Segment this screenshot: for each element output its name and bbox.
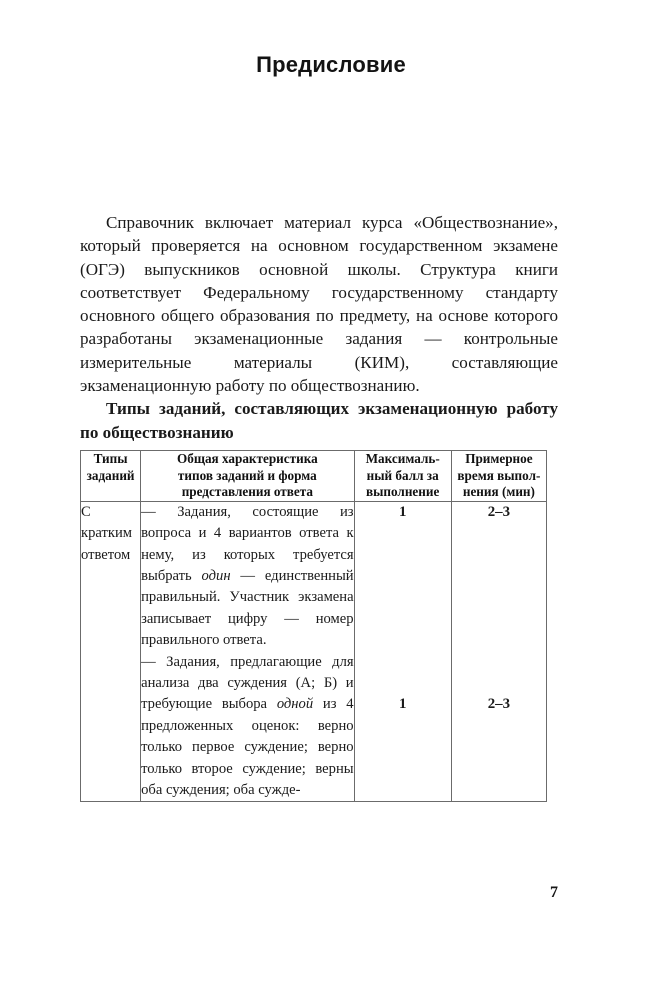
time-value: 2–3 (487, 696, 511, 713)
table-row (81, 501, 547, 802)
cell-time (451, 501, 546, 802)
task-types-table-wrapper (80, 450, 547, 802)
cell-max-score (354, 501, 451, 802)
max-score-value: 1 (398, 503, 407, 520)
header-line: ный балл за (366, 467, 439, 483)
header-line: представления ответа (181, 484, 313, 500)
column-header-description (141, 451, 354, 502)
intro-subheading: Типы заданий, составляющих экзаменационную работу по обществознанию (80, 399, 558, 442)
header-line: выполнение (366, 484, 440, 500)
column-header-time (451, 451, 546, 502)
description-text: — Задания, предлагающие для анализа два суждения (А; Б) и требующие выбора (141, 653, 354, 713)
time-value: 2–3 (487, 503, 511, 520)
description-text: — единственный правильный. Участник экзамена записывает цифру — номер правильного ответа. (141, 568, 354, 649)
intro-paragraph: Справочник включает материал курса «Обществознание», который проверяется на основном государственном экзамене (ОГЭ) выпускников основной школы. Структура книги соответствует Федеральному государственному стандарту основного общего образования по предмету, на основе которого разработаны экзаменационные задания — контрольные измерительные материалы (КИМ), составляющие экзаменационную работу по обществознанию. (80, 213, 558, 396)
max-score-value: 1 (398, 696, 407, 713)
table-header-row (81, 451, 547, 502)
header-line: заданий (86, 467, 135, 483)
header-line: Общая характеристика (176, 451, 318, 466)
page-number: 7 (550, 884, 558, 901)
description-text: — Задания, состоящие из вопроса и 4 вариантов ответа к нему, из которых требуется выбрать (141, 503, 354, 584)
header-line: типов заданий и форма (177, 467, 317, 483)
description-emphasis: один (201, 568, 231, 584)
description-paragraph (141, 502, 353, 652)
header-line: Типы (93, 451, 128, 466)
description-emphasis: одной (276, 696, 314, 713)
cell-description (141, 501, 354, 802)
intro-text-block (80, 211, 558, 444)
task-types-table (80, 450, 547, 802)
column-header-task-types (81, 451, 141, 502)
page-title: Предисловие (256, 52, 406, 77)
column-header-max-score (354, 451, 451, 502)
header-line: нения (мин) (462, 484, 535, 500)
description-text: из 4 предложенных оценок: верно только первое суждение; верно только второе суждение; верны оба суждения; оба сужде- (141, 696, 354, 799)
cell-task-type: С кратким ответом (81, 501, 141, 802)
header-line: Примерное (465, 451, 533, 466)
header-line: Максималь- (365, 451, 440, 466)
header-line: время выпол- (457, 467, 541, 483)
description-paragraph (141, 652, 353, 802)
table-header (81, 451, 547, 502)
table-body (81, 501, 547, 802)
